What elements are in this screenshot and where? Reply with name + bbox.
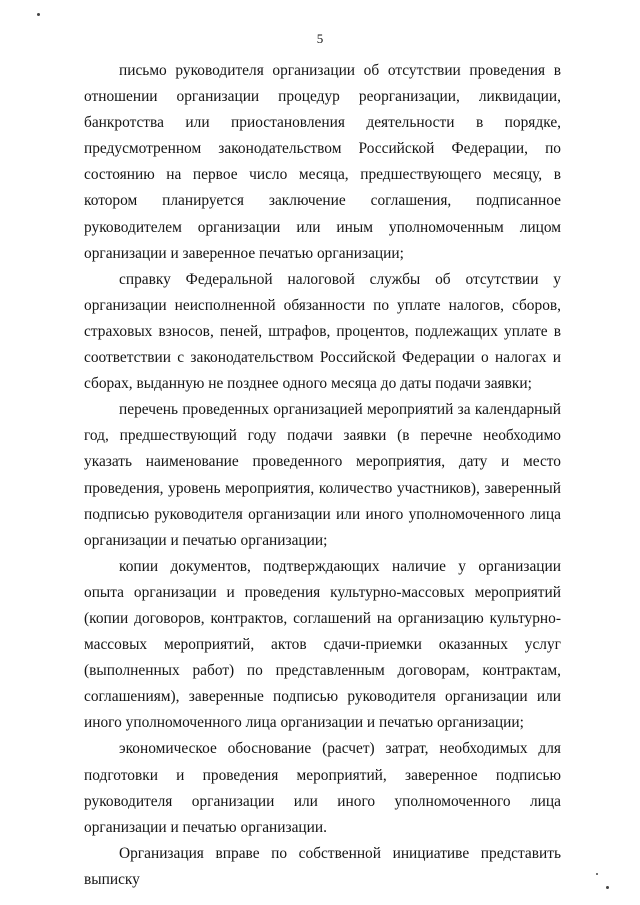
paragraph-events-list: перечень проведенных организацией мероприятий за календарный год, предшествующий году подачи заявки (в перечне необходимо указать наименование проведенного мероприятия, дату и место проведения, уровень мероприятия, количество участников), заверенный подписью руководителя организации или иного уполномоченного лица организации и печатью организации; <box>84 401 561 549</box>
document-body <box>84 58 561 893</box>
paragraph-experience-documents: копии документов, подтверждающих наличие у организации опыта организации и проведения культурно-массовых мероприятий (копии договоров, контрактов, соглашений на организацию культурно-массовых мероприятий, актов сдачи-приемки оказанных услуг (выполненных работ) по представленным договорам, контрактам, соглашениям), заверенные подписью руководителя организации или иного уполномоченного лица организации и печатью организации; <box>84 557 561 732</box>
paragraph-director-letter: письмо руководителя организации об отсутствии проведения в отношении организации процедур реорганизации, ликвидации, банкротства или приостановления деятельности в порядке, предусмотренном законодательством Российской Федерации, по состоянию на первое число месяца, предшествующего месяцу, в котором планируется заключение соглашения, подписанное руководителем организации или иным уполномоченным лицом организации и заверенное печатью организации; <box>84 62 561 262</box>
scan-speck <box>606 886 609 889</box>
paragraph-statement-option: Организация вправе по собственной инициативе представить выписку <box>84 844 561 888</box>
paragraph-tax-certificate: справку Федеральной налоговой службы об отсутствии у организации неисполненной обязанности по уплате налогов, сборов, страховых взносов, пеней, штрафов, процентов, подлежащих уплате в соответствии с законодательством Российской Федерации о налогах и сборах, выданную не позднее одного месяца до даты подачи заявки; <box>84 270 561 393</box>
page-number: 5 <box>316 31 324 46</box>
scan-speck <box>596 873 598 875</box>
scan-speck <box>37 13 40 16</box>
paragraph-economic-justification: экономическое обоснование (расчет) затрат, необходимых для подготовки и проведения мероприятий, заверенное подписью руководителя организации или иного уполномоченного лица организации и печатью организации. <box>84 740 561 836</box>
